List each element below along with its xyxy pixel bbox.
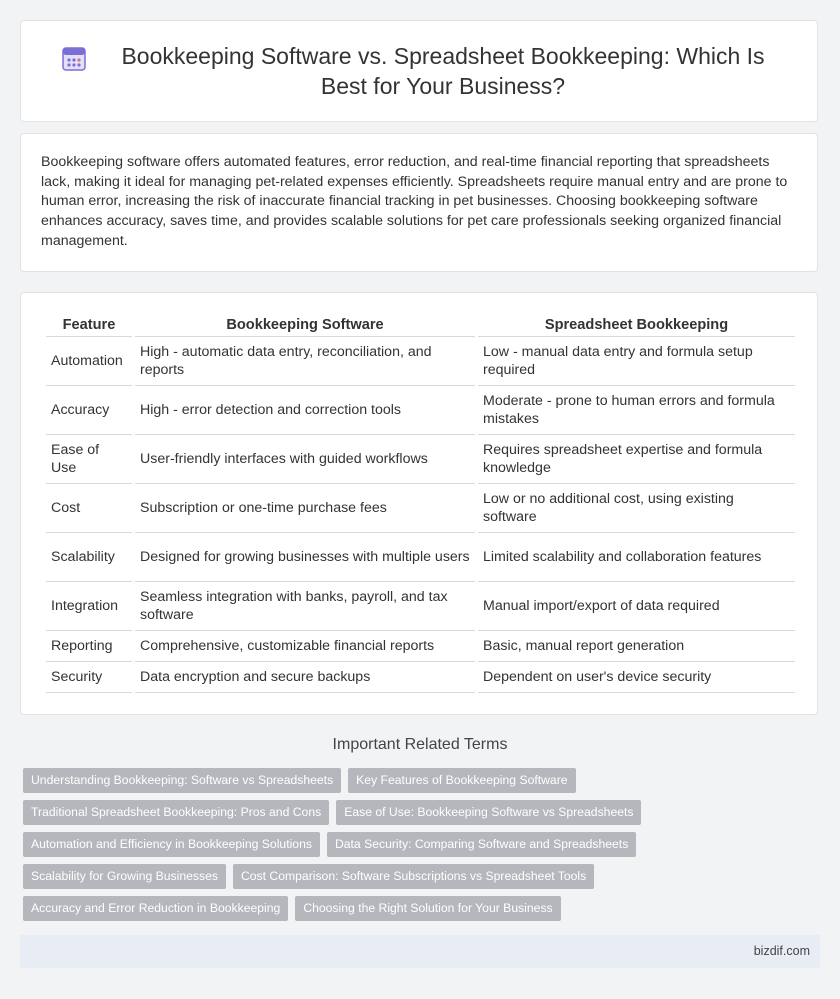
software-cell: Seamless integration with banks, payroll, and tax software — [135, 582, 475, 631]
spreadsheet-cell: Requires spreadsheet expertise and formula knowledge — [478, 435, 795, 484]
feature-cell: Integration — [46, 582, 132, 631]
feature-cell: Accuracy — [46, 386, 132, 435]
page-title: Bookkeeping Software vs. Spreadsheet Bookkeeping: Which Is Best for Your Business? — [121, 43, 765, 99]
table-row — [46, 662, 795, 693]
intro-paragraph: Bookkeeping software offers automated features, error reduction, and real-time financial reporting that spreadsheets lack, making it ideal for managing pet-related expenses efficiently. Spreadsheets require manual entry and are prone to human error, increasing the risk of inaccurate financial tracking in pet businesses. Choosing bookkeeping software enhances accuracy, saves time, and provides scalable solutions for pet care professionals seeking organized financial management. — [41, 154, 788, 249]
table-row — [46, 631, 795, 662]
header-bookkeeping-software: Bookkeeping Software — [135, 312, 475, 337]
related-term-tag[interactable]: Ease of Use: Bookkeeping Software vs Spreadsheets — [336, 800, 641, 825]
software-cell: Comprehensive, customizable financial reports — [135, 631, 475, 662]
related-term-tag[interactable]: Key Features of Bookkeeping Software — [348, 768, 575, 793]
related-term-tag[interactable]: Scalability for Growing Businesses — [23, 864, 226, 889]
table-header-row — [46, 312, 795, 337]
title-card — [20, 20, 818, 122]
comparison-table-card — [20, 292, 818, 715]
related-term-tag[interactable]: Automation and Efficiency in Bookkeeping Solutions — [23, 832, 320, 857]
header-feature: Feature — [46, 312, 132, 337]
software-cell: High - error detection and correction tools — [135, 386, 475, 435]
related-term-tag[interactable]: Understanding Bookkeeping: Software vs Spreadsheets — [23, 768, 341, 793]
software-cell: High - automatic data entry, reconciliation, and reports — [135, 337, 475, 386]
feature-cell: Automation — [46, 337, 132, 386]
feature-cell: Scalability — [46, 533, 132, 582]
related-term-tag[interactable]: Choosing the Right Solution for Your Business — [295, 896, 560, 921]
table-row — [46, 533, 795, 582]
feature-cell: Cost — [46, 484, 132, 533]
spreadsheet-cell: Basic, manual report generation — [478, 631, 795, 662]
spreadsheet-cell: Low or no additional cost, using existing software — [478, 484, 795, 533]
table-row — [46, 337, 795, 386]
software-cell: Subscription or one-time purchase fees — [135, 484, 475, 533]
feature-cell: Reporting — [46, 631, 132, 662]
intro-card — [20, 133, 818, 272]
related-term-tag[interactable]: Traditional Spreadsheet Bookkeeping: Pros and Cons — [23, 800, 329, 825]
related-terms-list — [23, 768, 823, 928]
software-cell: User-friendly interfaces with guided workflows — [135, 435, 475, 484]
calculator-icon — [61, 46, 87, 72]
spreadsheet-cell: Limited scalability and collaboration features — [478, 533, 795, 582]
spreadsheet-cell: Low - manual data entry and formula setup required — [478, 337, 795, 386]
related-term-tag[interactable]: Data Security: Comparing Software and Spreadsheets — [327, 832, 636, 857]
table-row — [46, 582, 795, 631]
related-terms-heading: Important Related Terms — [332, 736, 508, 753]
software-cell: Designed for growing businesses with multiple users — [135, 533, 475, 582]
footer — [20, 935, 820, 968]
spreadsheet-cell: Moderate - prone to human errors and formula mistakes — [478, 386, 795, 435]
feature-cell: Security — [46, 662, 132, 693]
table-row — [46, 386, 795, 435]
related-term-tag[interactable]: Accuracy and Error Reduction in Bookkeeping — [23, 896, 288, 921]
header-spreadsheet-bookkeeping: Spreadsheet Bookkeeping — [478, 312, 795, 337]
comparison-table — [43, 312, 798, 693]
software-cell: Data encryption and secure backups — [135, 662, 475, 693]
table-row — [46, 435, 795, 484]
table-row — [46, 484, 795, 533]
related-term-tag[interactable]: Cost Comparison: Software Subscriptions vs Spreadsheet Tools — [233, 864, 594, 889]
spreadsheet-cell: Dependent on user's device security — [478, 662, 795, 693]
feature-cell: Ease of Use — [46, 435, 132, 484]
spreadsheet-cell: Manual import/export of data required — [478, 582, 795, 631]
footer-site-link[interactable]: bizdif.com — [753, 944, 810, 958]
